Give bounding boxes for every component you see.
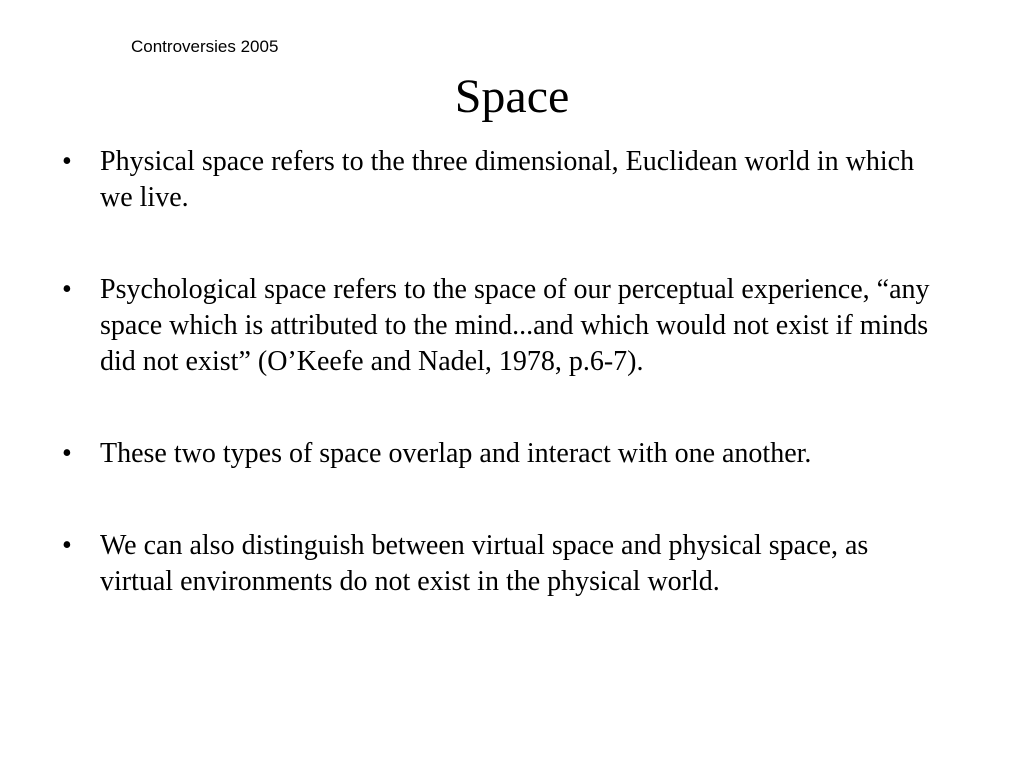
- bullet-icon: •: [62, 530, 72, 561]
- bullet-icon: •: [62, 438, 72, 469]
- bullet-text: Physical space refers to the three dimensional, Euclidean world in which we live.: [100, 146, 915, 213]
- bullet-list: [60, 144, 940, 600]
- bullet-icon: •: [62, 146, 72, 177]
- bullet-text: Psychological space refers to the space of our perceptual experience, “any space which is attributed to the mind...and which would not exist if minds did not exist” (O’Keefe and Nadel, 1978, p.6-7).: [100, 274, 930, 377]
- slide-title: Space: [454, 70, 570, 123]
- bullet-item-physical-space: [60, 144, 940, 216]
- header-note: Controversies 2005: [131, 37, 279, 56]
- bullet-text: We can also distinguish between virtual space and physical space, as virtual environments do not exist in the physical world.: [100, 530, 869, 597]
- bullet-item-overlap: [60, 436, 940, 472]
- bullet-icon: •: [62, 274, 72, 305]
- bullet-text: These two types of space overlap and interact with one another.: [100, 438, 812, 469]
- bullet-item-psychological-space: [60, 272, 940, 380]
- bullet-item-virtual-space: [60, 528, 940, 600]
